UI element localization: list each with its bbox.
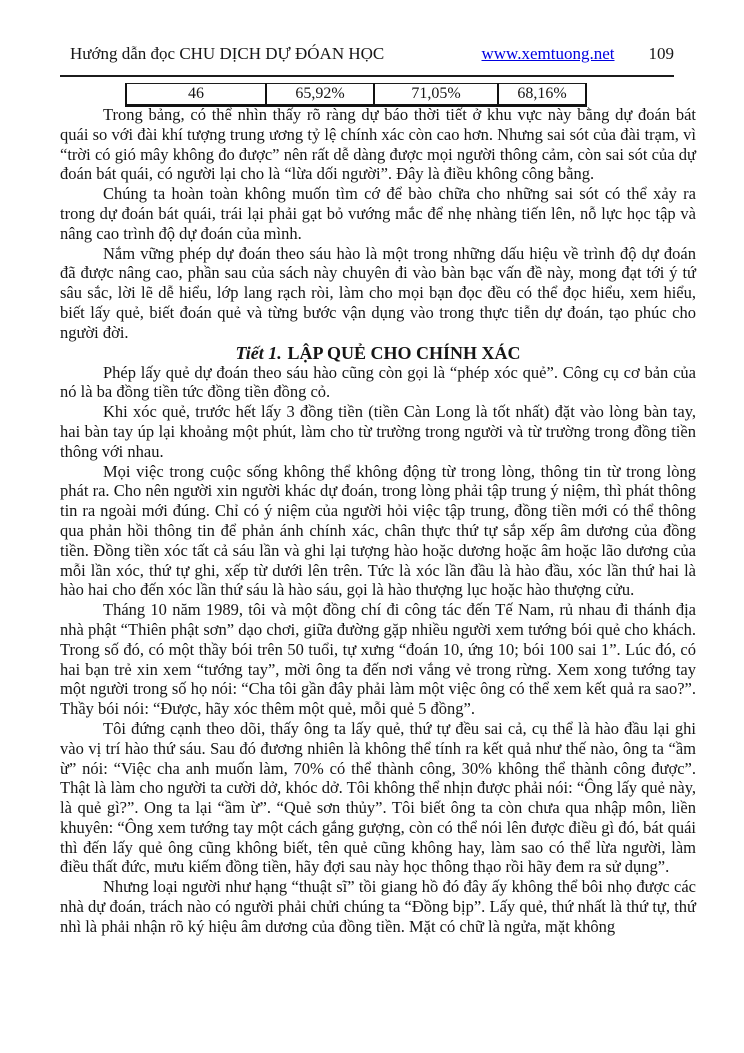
paragraph: Phép lấy quẻ dự đoán theo sáu hào cũng còn gọi là “phép xóc quẻ”. Công cụ cơ bản của nó là ba đồng tiền tức đồng tiền đồng cỏ. [60, 362, 696, 402]
paragraph: Trong bảng, có thể nhìn thấy rõ ràng dự báo thời tiết ở khu vực này bằng dự đoán bát quái so với đài khí tượng trung ương tỷ lệ chính xác còn cao hơn. Nhưng sai sót của đài trạm, vì “trời có gió mây không đo được” nên rất dễ dàng được mọi người thông cảm, còn sai sót của dự đoán bát quái, có người lại cho là “lừa dối người”. Đây là điều không công bằng. [60, 105, 696, 184]
table-cell: 65,92% [266, 84, 374, 106]
paragraph: Tháng 10 năm 1989, tôi và một đồng chí đi công tác đến Tế Nam, rủ nhau đi thánh địa nhà phật “Thiên phật sơn” dạo chơi, giữa đường gặp nhiều người xem tướng bói quẻ cho khách. Trong số đó, có một thầy bói trên 50 tuổi, tự xưng “đoán 10, ứng 10; bói 100 sai 1”. Lúc đó, có hai bạn trẻ xin xem “tướng tay”, mời ông ta đến nơi vắng vẻ trong rừng. Xem xong tướng tay một người trong số họ nói: “Cha tôi gần đây phải làm một việc ông có thể xem kết quả ra sao?”. Thầy bói nói: “Được, hãy xóc thêm một quẻ, mỗi quẻ 5 đồng”. [60, 600, 696, 719]
paragraph: Chúng ta hoàn toàn không muốn tìm cớ để bào chữa cho những sai sót có thể xảy ra trong dự đoán bát quái, trái lại phải gạt bỏ vướng mắc để nhẹ nhàng tiến lên, nỗ lực học tập và nâng cao trình độ dự đoán của mình. [60, 184, 696, 243]
section-heading-title: LẬP QUẺ CHO CHÍNH XÁC [287, 342, 521, 363]
body-text [60, 105, 696, 937]
website-link[interactable]: www.xemtuong.net [481, 44, 615, 63]
header-right-group [482, 44, 675, 64]
section-heading-number: Tiết 1. [235, 342, 282, 363]
page-number: 109 [648, 44, 674, 63]
table-row [126, 84, 586, 106]
section-heading [60, 343, 696, 363]
header-title: Hướng dẫn đọc CHU DỊCH DỰ ĐÓAN HỌC [70, 44, 385, 63]
paragraph: Tôi đứng cạnh theo dõi, thấy ông ta lấy quẻ, thứ tự đều sai cả, cụ thể là hào đầu lại ghi vào vị trí hào thứ sáu. Sau đó đương nhiên là không thể tính ra kết quả như thế nào, ông ta “ầm ừ” nói: “Việc cha anh muốn làm, 70% có thể thành công, 30% không thể thành công được”. Thật là làm cho người ta cười dở, khóc dở. Tôi không thể nhịn được phải nói: “Ông lấy quẻ này, là quẻ gì?”. Ong ta lại “ầm ừ”. “Quẻ sơn thủy”. Tôi biết ông ta còn chưa qua nhập môn, liền khuyên: “Ông xem tướng tay một cách gắng gượng, còn có thể nói lên được điều gì đó, bát quái thì đến lấy quẻ ông cũng không biết, tên quẻ cũng không hay, làm sao có thể lừa người, làm điều thất đức, mưu kiếm đồng tiền, hãy đợi sau này học thông thạo rồi hãy đem ra sử dụng”. [60, 718, 696, 877]
paragraph: Nắm vững phép dự đoán theo sáu hào là một trong những dấu hiệu về trình độ dự đoán đã được nâng cao, phần sau của sách này chuyên đi vào bàn bạc vấn đề này, mong đạt tới ý tứ sâu sắc, lời lẽ dễ hiểu, lớp lang rạch ròi, làm cho mọi bạn đọc đều có thể đọc hiểu, xem hiểu, biết lấy quẻ, biết đoán quẻ và từng bước vận dụng vào trong thực tiễn dự đoán, tạo phúc cho người đời. [60, 243, 696, 342]
paragraph: Mọi việc trong cuộc sống không thể không động từ trong lòng, thông tin từ trong lòng phát ra. Cho nên người xin người khác dự đoán, trong lòng phải tập trung ý niệm, thì phát thông tin ra ngoài mới đúng. Chỉ có ý niệm của người hỏi việc tập trung, đồng tiền mới có thể thông qua phản hồi thông tin để phản ánh chính xác, chân thực thứ tự sắp xếp âm dương của đồng tiền. Đồng tiền xóc tất cả sáu lần và ghi lại tượng hào hoặc dương hoặc âm hoặc lão dương của mỗi lần xóc, thứ tự ghi, xếp từ dưới lên trên. Tức là xóc lần đầu là hào đầu, xóc lần thứ hai là hào hai cho đến xóc lần thứ sáu là hào sáu, gọi là hào thượng lục hoặc hào thượng cửu. [60, 461, 696, 600]
stats-table [125, 83, 587, 107]
header-divider [60, 75, 674, 77]
paragraph: Nhưng loại người như hạng “thuật sĩ” tồi giang hồ đó đây ấy không thể bôi nhọ được các nhà dự đoán, trách nào có người phải chửi chúng ta “Đồng bịp”. Lấy quẻ, thứ nhất là thứ tự, thứ nhì là phải nhận rõ ký hiệu âm dương của đồng tiền. Mặt có chữ là ngửa, mặt không [60, 877, 696, 936]
page-header [70, 44, 674, 64]
table-cell: 46 [126, 84, 266, 106]
table-cell: 68,16% [498, 84, 586, 106]
table-cell: 71,05% [374, 84, 498, 106]
paragraph: Khi xóc quẻ, trước hết lấy 3 đồng tiền (tiền Càn Long là tốt nhất) đặt vào lòng bàn tay, hai bàn tay úp lại khoảng một phút, làm cho từ trường trong người và từ trường trong đồng tiền thông với nhau. [60, 402, 696, 461]
